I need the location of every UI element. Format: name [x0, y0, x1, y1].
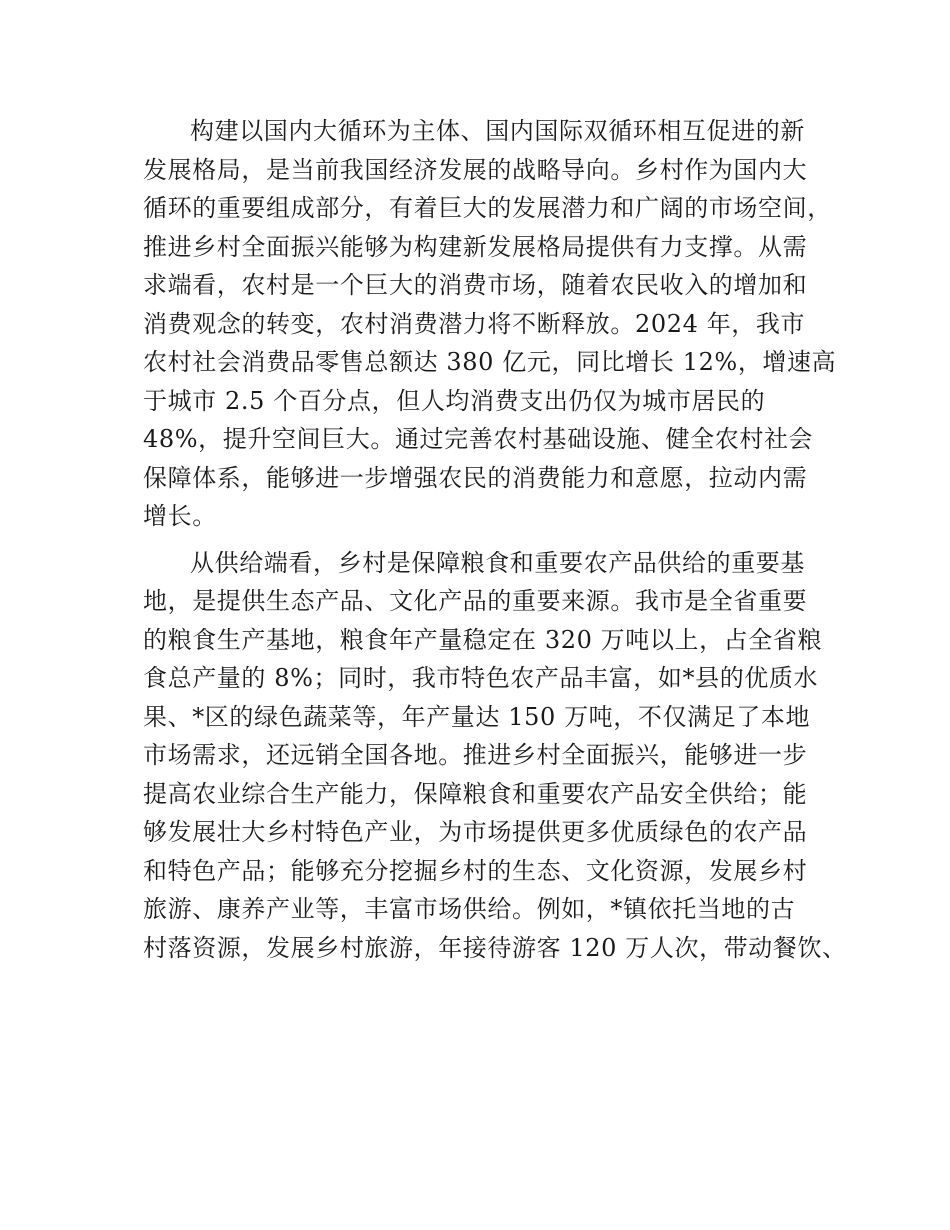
paragraph-supply-side [143, 544, 847, 968]
text-line: 于城市 2.5 个百分点，但人均消费支出仍仅为城市居民的 [143, 386, 766, 415]
paragraph-domestic-circulation [143, 112, 837, 536]
text-line: 保障体系，能够进一步增强农民的消费能力和意愿，拉动内需 [143, 463, 808, 492]
text-line: 循环的重要组成部分，有着巨大的发展潜力和广阔的市场空间， [143, 194, 832, 222]
text-line: 食总产量的 8%；同时，我市特色农产品丰富，如*县的优质水 [143, 664, 819, 692]
text-line: 发展格局，是当前我国经济发展的战略导向。乡村作为国内大 [143, 155, 808, 184]
text-line: 和特色产品；能够充分挖掘乡村的生态、文化资源，发展乡村 [143, 856, 808, 885]
text-line: 增长。 [143, 502, 217, 530]
text-line: 构建以国内大循环为主体、国内国际双循环相互促进的新 [190, 117, 805, 145]
text-line: 市场需求，还远销全国各地。推进乡村全面振兴，能够进一步 [143, 741, 808, 769]
text-line: 够发展壮大乡村特色产业，为市场提供更多优质绿色的农产品 [143, 818, 808, 846]
text-line: 求端看，农村是一个巨大的消费市场，随着农民收入的增加和 [143, 271, 808, 299]
text-line: 旅游、康养产业等，丰富市场供给。例如，*镇依托当地的古 [143, 895, 796, 923]
document-body [143, 112, 847, 967]
text-line: 果、*区的绿色蔬菜等，年产量达 150 万吨，不仅满足了本地 [143, 702, 811, 731]
text-line: 推进乡村全面振兴能够为构建新发展格局提供有力支撑。从需 [143, 232, 808, 261]
text-line: 村落资源，发展乡村旅游，年接待游客 120 万人次，带动餐饮、 [143, 933, 847, 962]
text-line: 农村社会消费品零售总额达 380 亿元，同比增长 12%，增速高 [143, 348, 837, 376]
text-line: 从供给端看，乡村是保障粮食和重要农产品供给的重要基 [190, 548, 805, 577]
text-line: 地，是提供生态产品、文化产品的重要来源。我市是全省重要 [143, 587, 808, 615]
text-line: 的粮食生产基地，粮食年产量稳定在 320 万吨以上，占全省粮 [143, 625, 823, 654]
text-line: 消费观念的转变，农村消费潜力将不断释放。2024 年，我市 [143, 309, 806, 338]
text-line: 48%，提升空间巨大。通过完善农村基础设施、健全农村社会 [143, 425, 814, 453]
text-line: 提高农业综合生产能力，保障粮食和重要农产品安全供给；能 [143, 779, 808, 808]
